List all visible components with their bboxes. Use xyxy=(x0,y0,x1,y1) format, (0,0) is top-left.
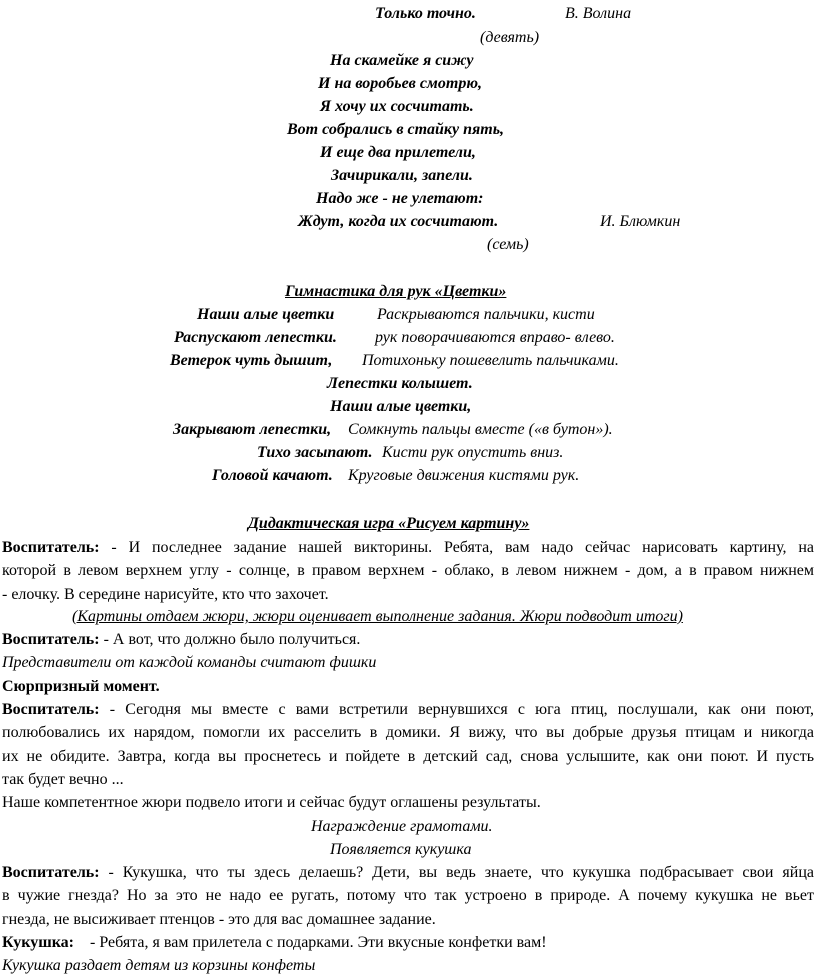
action-line: рук поворачиваются вправо- влево. xyxy=(375,329,615,346)
cuckoo-line: Кукушка раздает детям из корзины конфеты xyxy=(2,957,316,974)
action-line: Потихоньку пошевелить пальчиками. xyxy=(362,352,619,369)
action-line: Круговые движения кистями рук. xyxy=(348,467,580,484)
game-title: Дидактическая игра «Рисуем картину» xyxy=(248,515,530,532)
action-line: Раскрываются пальчики, кисти xyxy=(377,306,595,323)
poem-line: Надо же - не улетают: xyxy=(316,190,484,207)
gymnastics-title: Гимнастика для рук «Цветки» xyxy=(285,283,507,300)
verse-line: Распускают лепестки. xyxy=(174,329,337,346)
speaker-label: Воспитатель: xyxy=(2,631,100,648)
verse-line: Тихо засыпают. xyxy=(257,444,373,461)
verse-line: Наши алые цветки xyxy=(197,306,335,323)
poem-answer: (девять) xyxy=(480,29,540,46)
verse-line: Наши алые цветки, xyxy=(330,398,472,415)
poem-author: В. Волина xyxy=(565,5,632,22)
game-paragraph: Воспитатель: - И последнее задание нашей викторины. Ребята, вам надо сейчас нарисовать картину, на которой в левом верхнем углу - солнце, в правом верхнем - облако, в левом нижнем - дом, а в правом нижнем - елочку. В середине нарисуйте, кто что захочет. xyxy=(2,539,815,603)
verse-line: Головой качают. xyxy=(212,467,333,484)
surprise-line: Наше компетентное жюри подвело итоги и сейчас будут оглашены результаты. xyxy=(2,794,541,811)
cuckoo-appears: Появляется кукушка xyxy=(330,841,472,858)
surprise-paragraph: Воспитатель: - Сегодня мы вместе с вами встретили вернувшихся с юга птиц, послушали, как они поют, полюбовались их нарядом, помогли их расселить в домики. Я вижу, что вы добрые друзья птицам и никогда их не обидите. Завтра, когда вы проснетесь и пойдете в детский сад, снова услышите, как они поют. И пусть так будет вечно ... xyxy=(2,701,815,788)
award-line: Награждение грамотами. xyxy=(311,818,493,835)
game-line: Представители от каждой команды считают фишки xyxy=(2,654,377,671)
poem-line: И на воробьев смотрю, xyxy=(318,75,482,92)
poem-line: На скамейке я сижу xyxy=(330,52,474,69)
poem-line: Ждут, когда их сосчитают. xyxy=(298,213,499,230)
verse-line: Ветерок чуть дышит, xyxy=(170,352,333,369)
poem-line: Зачирикали, запели. xyxy=(331,167,473,184)
poem-line: Вот собрались в стайку пять, xyxy=(287,121,505,138)
poem-title: Только точно. xyxy=(375,5,476,22)
game-line: Воспитатель: - А вот, что должно было получиться. xyxy=(2,631,361,648)
verse-line: Лепестки колышет. xyxy=(327,375,473,392)
game-note: (Картины отдаем жюри, жюри оценивает выполнение задания. Жюри подводит итоги) xyxy=(72,608,683,625)
action-line: Сомкнуть пальцы вместе («в бутон»). xyxy=(348,421,613,438)
surprise-paragraph: Воспитатель: - Кукушка, что ты здесь делаешь? Дети, вы ведь знаете, что кукушка подбрасывает свои яйца в чужие гнезда? Но за это не надо ее ругать, потому что так устроено в природе. А почему кукушка не вьет гнезда, не высиживает птенцов - это для вас домашнее задание. xyxy=(2,864,815,928)
poem-line: И еще два прилетели, xyxy=(320,144,476,161)
poem-line: Я хочу их сосчитать. xyxy=(320,98,474,115)
cuckoo-line: Кукушка: - Ребята, я вам прилетела с подарками. Эти вкусные конфетки вам! xyxy=(2,934,547,951)
speaker-label: Кукушка: xyxy=(2,934,75,951)
speaker-label: Воспитатель: xyxy=(2,864,100,881)
poem-author: И. Блюмкин xyxy=(600,213,681,230)
speaker-label: Воспитатель: xyxy=(2,539,100,556)
action-line: Кисти рук опустить вниз. xyxy=(382,444,564,461)
speaker-label: Воспитатель: xyxy=(2,701,100,718)
surprise-title: Сюрпризный момент. xyxy=(2,678,160,695)
verse-line: Закрывают лепестки, xyxy=(173,421,332,438)
poem-answer: (семь) xyxy=(487,236,529,253)
